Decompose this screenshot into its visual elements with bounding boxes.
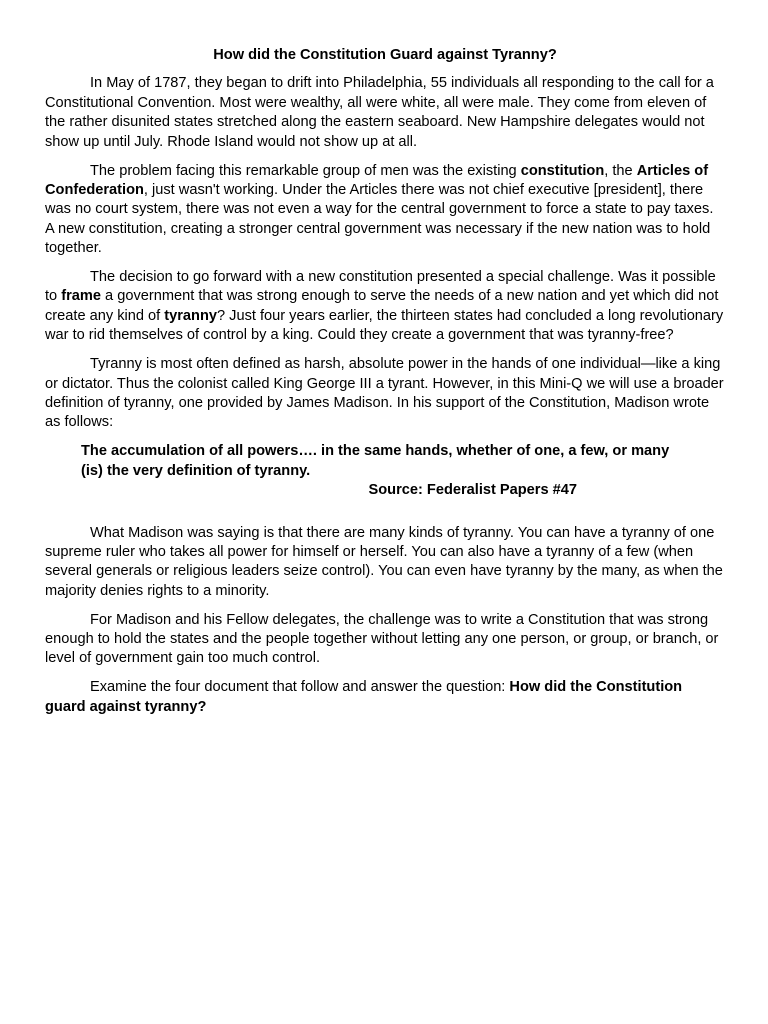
paragraph-text: In May of 1787, they began to drift into Philadelphia, 55 individuals all responding to the call for a Constitutional Convention. Most were wealthy, all were white, all were male. They come from eleven of the rather disunited states stretched along the eastern seaboard. New Hampshire delegates would not show up until July. Rhode Island would not show up at all. [45, 75, 714, 150]
bold-term: tyranny [164, 307, 217, 324]
paragraph-text: ? Just four years earlier, the thirteen states had concluded a long revolutionary war to rid themselves of control by a king. Could they create a government that was tyranny-free? [45, 307, 724, 344]
paragraph-text: The problem facing this remarkable group of men was the existing [90, 162, 521, 179]
paragraph-text: Examine the four document that follow and answer the question: [90, 679, 510, 696]
body-paragraph [45, 74, 725, 152]
paragraph-text: , just wasn't working. Under the Articles there was not chief executive [president], there was no court system, there was not even a way for the central government to force a state to pay taxes. A new constitution, creating a stronger central government was necessary if the new nation was to hold together. [45, 181, 714, 257]
madison-quote: The accumulation of all powers…. in the same hands, whether of one, a few, or many (is) the very definition of tyranny. [81, 443, 670, 479]
document-page [45, 46, 725, 727]
body-paragraph [45, 678, 725, 717]
body-paragraph [45, 162, 725, 259]
paragraph-text: a government that was strong enough to serve the needs of a new nation and yet which did not create any kind of [45, 288, 719, 324]
quote-source: Source: Federalist Papers #47 [368, 482, 577, 499]
bold-term: constitution [520, 162, 605, 179]
body-paragraph [45, 611, 725, 669]
bold-term: How did the Constitution guard against tyranny? [45, 679, 683, 715]
bold-term: frame [61, 288, 101, 305]
paragraph-text: The decision to go forward with a new constitution presented a special challenge. Was it possible to [45, 269, 716, 305]
intro-paragraphs [45, 74, 725, 432]
paragraph-text: Tyranny is most often defined as harsh, absolute power in the hands of one individual—like a king or dictator. Thus the colonist called King George III a tyrant. However, in this Mini-Q we will use a broader definition of tyranny, one provided by James Madison. In his support of the Constitution, Madison wrote as follows: [45, 356, 724, 431]
body-paragraph [45, 524, 725, 602]
body-paragraph [45, 268, 725, 346]
paragraph-text: What Madison was saying is that there are many kinds of tyranny. You can have a tyranny of one supreme ruler who takes all power for himself or herself. You can also have a tyranny of a few (when several generals or religious leaders seize control). You can even have tyranny by the many, as when the majority denies rights to a minority. [45, 524, 723, 599]
body-paragraph [45, 355, 725, 433]
closing-paragraphs [45, 524, 725, 718]
document-title: How did the Constitution Guard against Tyranny? [213, 47, 557, 63]
paragraph-text: For Madison and his Fellow delegates, the challenge was to write a Constitution that was strong enough to hold the states and the people together without letting any one person, or group, or branch, or level of government gain too much control. [45, 611, 719, 667]
bold-term: Articles of Confederation [45, 162, 709, 198]
paragraph-text: , the [604, 162, 637, 179]
